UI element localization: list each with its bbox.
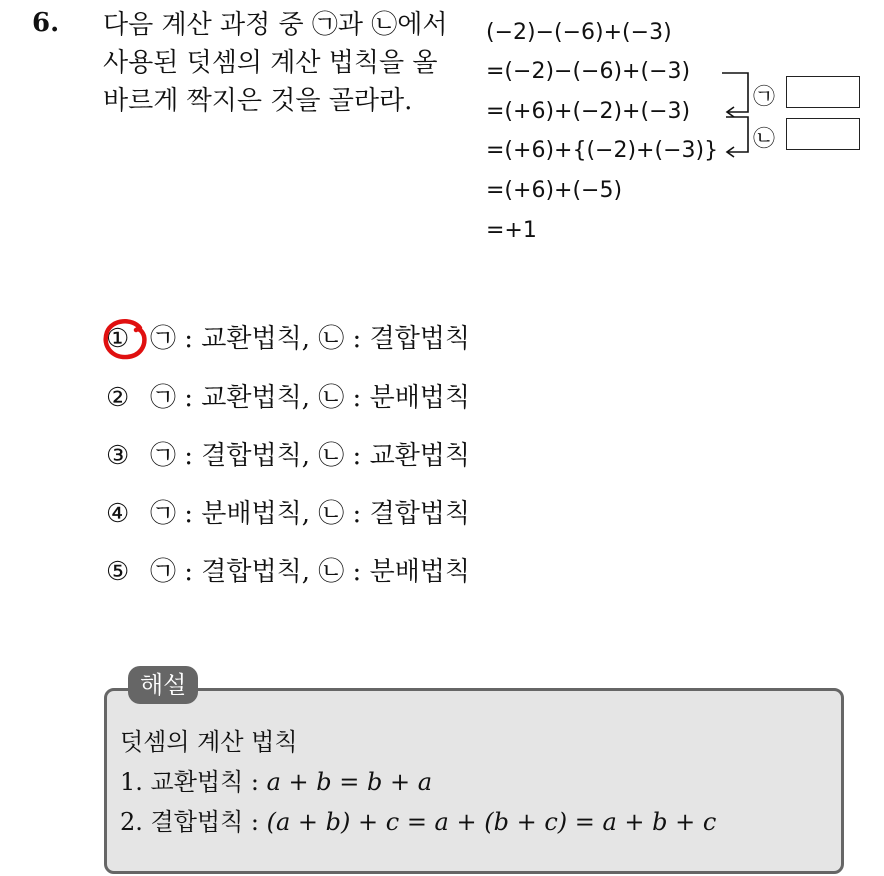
option-1[interactable] xyxy=(106,318,470,355)
option-number: ② xyxy=(106,383,130,413)
option-text: ㉠ : 분배법칙, ㉡ : 결합법칙 xyxy=(150,499,471,529)
answer-box-2 xyxy=(786,118,860,150)
rule-1-formula: a + b = b + a xyxy=(266,768,433,796)
option-number: ④ xyxy=(106,499,130,529)
calc-line-1: (−2)−(−6)+(−3) xyxy=(486,20,672,45)
option-text: ㉠ : 교환법칙, ㉡ : 결합법칙 xyxy=(150,324,471,354)
answer-circle-icon xyxy=(100,316,152,364)
rule-2-prefix: 2. 결합법칙 : xyxy=(120,808,267,836)
bracket-1 xyxy=(722,73,748,112)
bracket-2 xyxy=(726,117,748,152)
calc-line-5: =(+6)+(−5) xyxy=(486,178,623,203)
option-2[interactable] xyxy=(106,377,470,414)
calc-line-4: =(+6)+{(−2)+(−3)} xyxy=(486,138,719,163)
answer-box-1 xyxy=(786,76,860,108)
option-text: ㉠ : 결합법칙, ㉡ : 교환법칙 xyxy=(150,441,471,471)
question-number: 6. xyxy=(32,8,60,38)
option-number: ⑤ xyxy=(106,557,130,587)
option-number: ① xyxy=(106,324,130,354)
calc-line-3: =(+6)+(−2)+(−3) xyxy=(486,99,691,124)
question-line-2: 사용된 덧셈의 계산 법칙을 올 xyxy=(103,48,438,78)
question-line-3: 바르게 짝지은 것을 골라라. xyxy=(103,86,413,116)
calc-line-6: =+1 xyxy=(486,218,537,243)
mark-giyeok: ㉠ xyxy=(753,85,776,110)
rule-2-formula: (a + b) + c = a + (b + c) = a + b + c xyxy=(266,808,717,836)
option-4[interactable] xyxy=(106,493,470,530)
explanation-tab: 해설 xyxy=(128,666,198,704)
calc-line-2: =(−2)−(−6)+(−3) xyxy=(486,59,691,84)
option-number: ③ xyxy=(106,441,130,471)
mark-nieun: ㉡ xyxy=(753,127,776,152)
explanation-heading: 덧셈의 계산 법칙 xyxy=(120,728,298,756)
question-line-1: 다음 계산 과정 중 ㉠과 ㉡에서 xyxy=(103,10,448,40)
rule-1-prefix: 1. 교환법칙 : xyxy=(120,768,267,796)
option-3[interactable] xyxy=(106,435,470,472)
rule-1 xyxy=(120,762,432,797)
option-text: ㉠ : 교환법칙, ㉡ : 분배법칙 xyxy=(150,383,471,413)
option-text: ㉠ : 결합법칙, ㉡ : 분배법칙 xyxy=(150,557,471,587)
option-5[interactable] xyxy=(106,551,470,588)
rule-2 xyxy=(120,802,716,837)
